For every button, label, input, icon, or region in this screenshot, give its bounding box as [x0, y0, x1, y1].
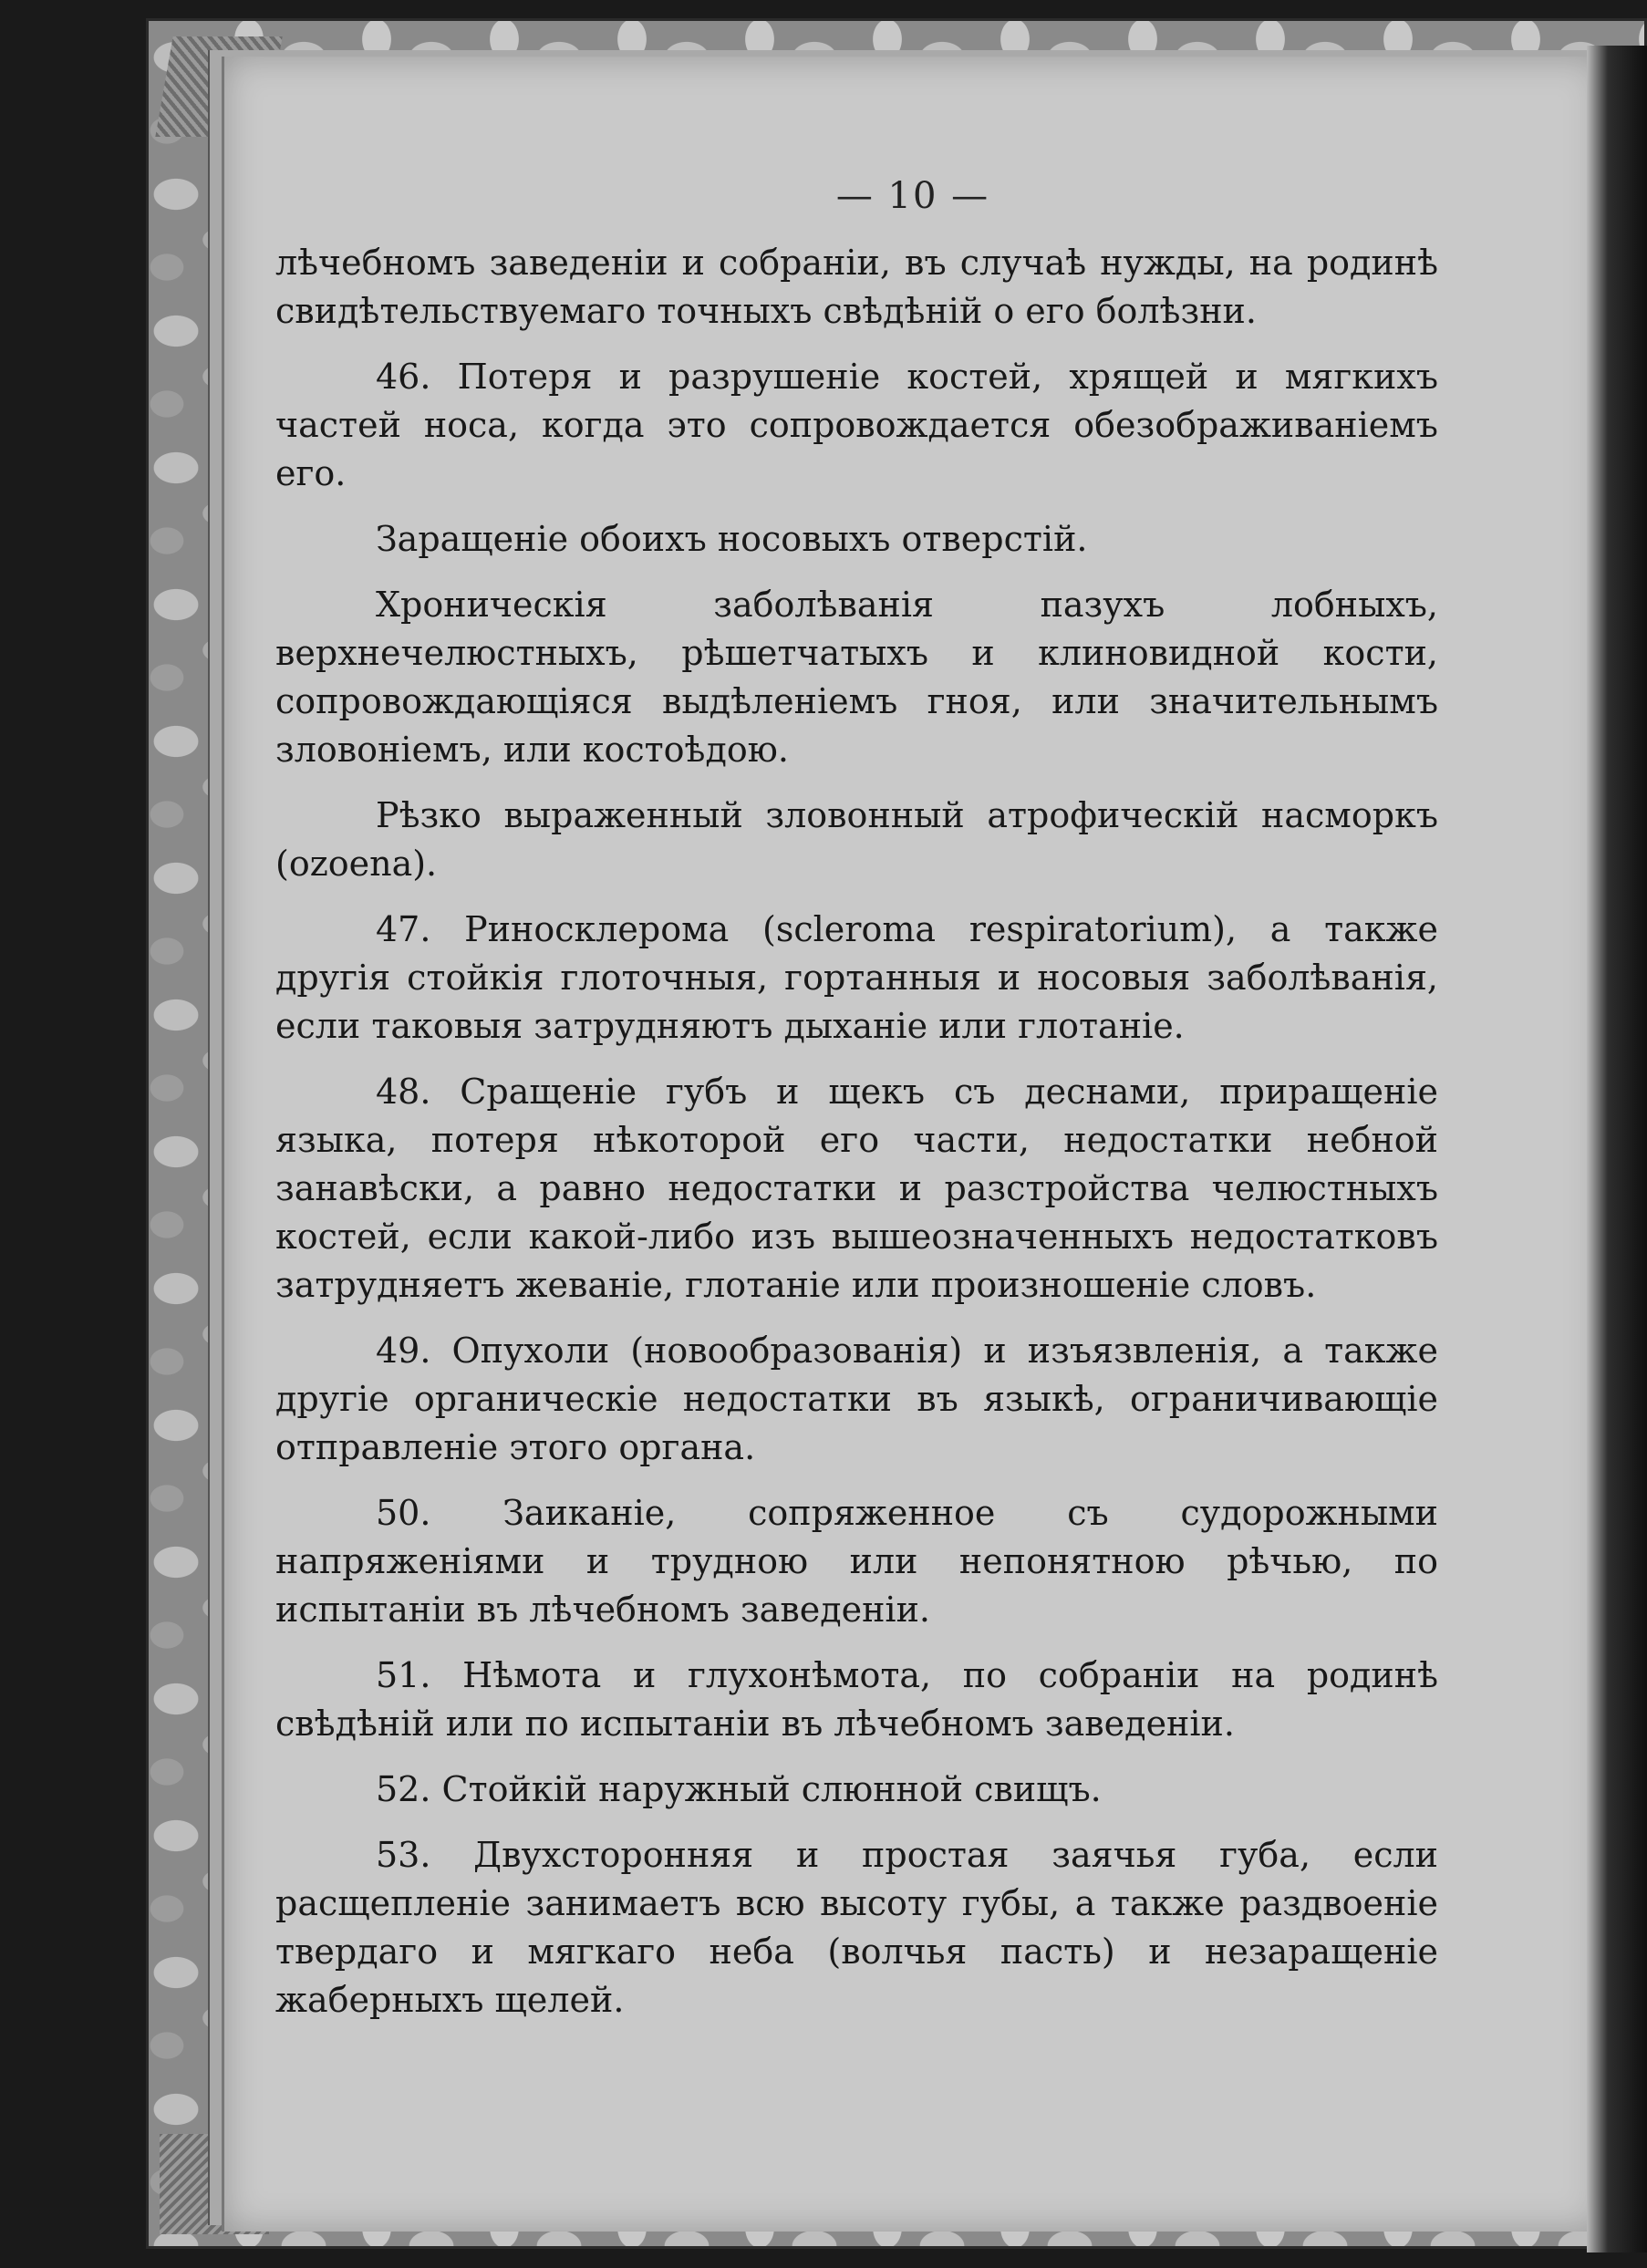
paragraph: 48. Сращенiе губъ и щекъ съ деснами, приращенiе языка, потеря нѣкоторой его части, недостатки небной занавѣски, а равно недостатки и разстройства челюстныхъ костей, если какой-либо изъ вышеозначенныхъ недостатковъ затрудняетъ жеванiе, глотанiе или произношенiе словъ. — [275, 1072, 1438, 1305]
paragraph: 51. Нѣмота и глухонѣмота, по собранiи на родинѣ свѣдѣнiй или по испытанiи въ лѣчебномъ заведенiи. — [275, 1655, 1438, 1744]
paragraph: 53. Двухсторонняя и простая заячья губа, если расщепленiе занимаетъ всю высоту губы, а также раздвоенiе твердаго и мягкаго неба (волчья пасть) и незаращенiе жаберныхъ щелей. — [275, 1835, 1438, 2020]
paragraph: 49. Опухоли (новообразованiя) и изъязвленiя, а также другiе органическiе недостатки въ языкѣ, ограничивающiе отправленiе этого органа. — [275, 1331, 1438, 1467]
paragraph: Хроническiя заболѣванiя пазухъ лобныхъ, верхнечелюстныхъ, рѣшетчатыхъ и клиновидной кости, сопровождающiяся выдѣленiемъ гноя, или значительнымъ зловонiемъ, или костоѣдою. — [275, 585, 1438, 770]
paragraph: 47. Риносклерома (scleroma respiratorium), а также другiя стойкiя глоточныя, гортанныя и носовыя заболѣванiя, если таковыя затрудняютъ дыханiе или глотанiе. — [275, 909, 1438, 1046]
paragraph: 50. Заиканiе, сопряженное съ судорожными напряженiями и трудною или непонятною рѣчью, по испытанiи въ лѣчебномъ заведенiи. — [275, 1493, 1438, 1630]
page-number: — 10 — — [835, 175, 990, 217]
paragraph: лѣчебномъ заведенiи и собранiи, въ случаѣ нужды, на родинѣ свидѣтельствуемаго точныхъ свѣдѣнiй о его болѣзни. — [275, 243, 1438, 331]
paragraph: 52. Стойкiй наружный слюнной свищъ. — [376, 1769, 1102, 1809]
book-page — [222, 57, 1601, 2232]
paragraph: Заращенiе обоихъ носовыхъ отверстiй. — [376, 519, 1088, 559]
body-text — [275, 239, 1438, 2042]
paragraph: 46. Потеря и разрушенiе костей, хрящей и мягкихъ частей носа, когда это сопровождается обезображиванiемъ его. — [275, 357, 1438, 493]
paragraph: Рѣзко выраженный зловонный атрофическiй насморкъ (ozoena). — [275, 795, 1438, 884]
book-gutter-shadow — [1587, 46, 1647, 2252]
